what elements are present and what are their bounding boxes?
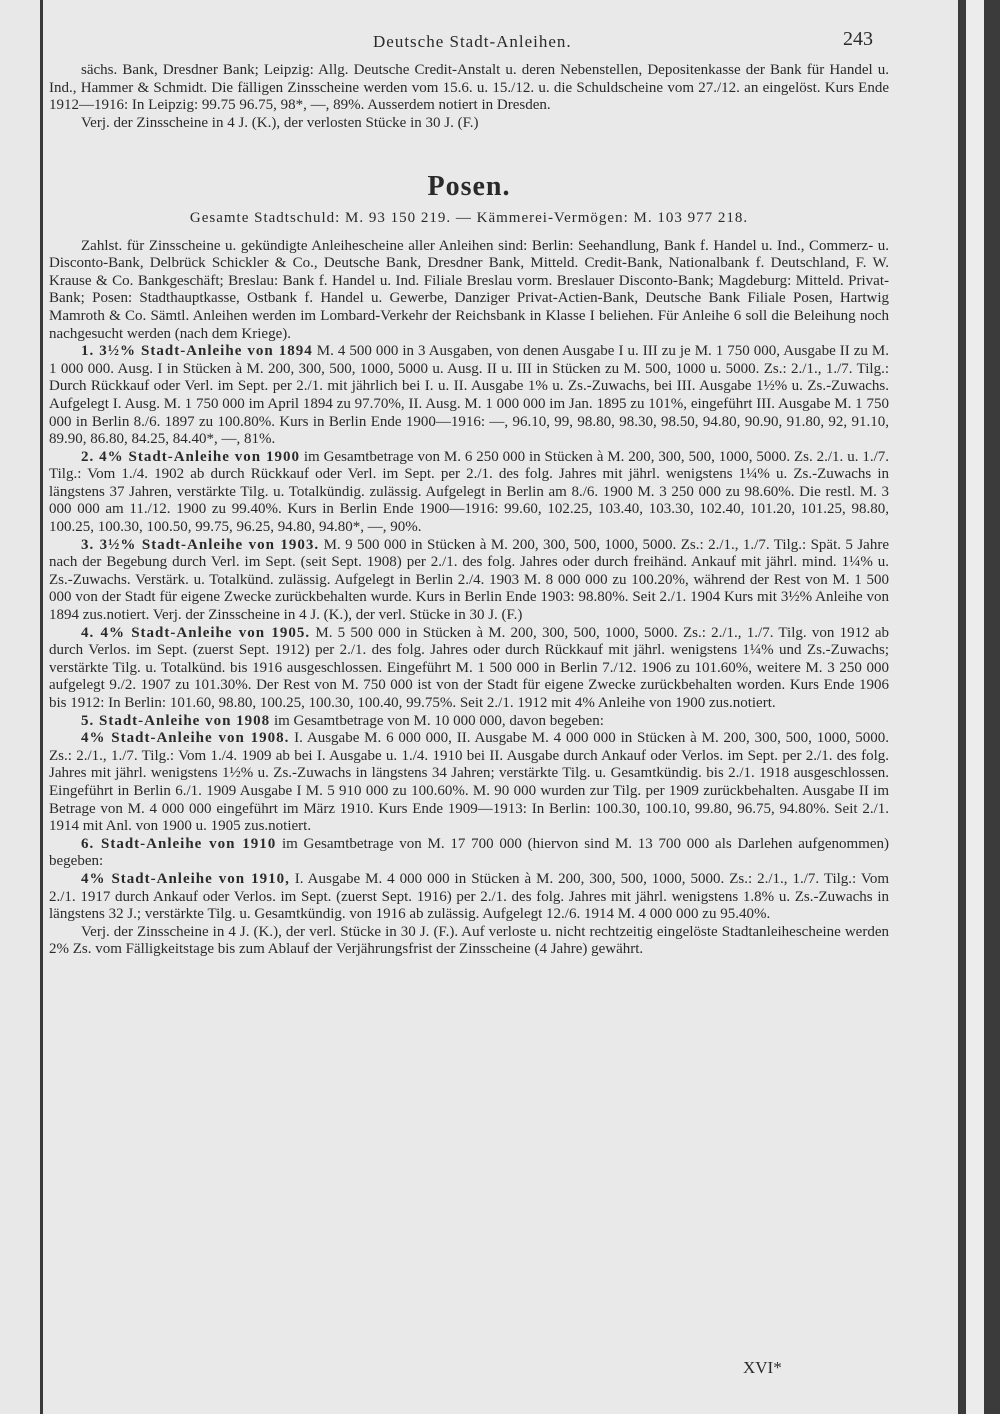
loan-text: M. 9 500 000 in Stücken à M. 200, 300, 500, 1000, 5000. Zs.: 2./1., 1./7. Tilg.: Spät. 5 Jahre nach der Begebung durch Verl. im Sept. (seit Sept. 1908) per 2./1. des folg. Jahres oder durch freihänd. Ankauf mit jährl. mind. 1¼% u. Zs.-Zuwachs. Verstärk. u. Totalkünd. zulässig. Aufgelegt in Berlin 2./4. 1903 M. 8 000 000 zu 100.20%, während der Rest von M. 1 500 000 von der Stadt für eigene Zwecke zurückbehalten wurde. Kurs in Berlin Ende 1903: 98.80%. Seit 2./1. 1904 Kurs mit 3½% Anleihe von 1894 zus.notiert. Verj. der Zinsscheine in 4 J. (K.), der verl. Stücke in 30 J. (F.) [49, 536, 889, 624]
loan-entry [49, 871, 889, 924]
loan-text: im Gesamtbetrage von M. 17 700 000 (hiervon sind M. 13 700 000 als Darlehen aufgenommen) begeben: [49, 835, 889, 870]
loan-heading: 2. 4% Stadt-Anleihe von 1900 [81, 448, 300, 465]
loan-heading: 4. 4% Stadt-Anleihe von 1905. [81, 624, 311, 641]
signature-mark: XVI* [743, 1358, 782, 1377]
loan-entry [49, 625, 889, 713]
page-number: 243 [843, 28, 873, 50]
loan-entry [49, 713, 889, 731]
loan-text: I. Ausgabe M. 6 000 000, II. Ausgabe M. 4 000 000 in Stücken à M. 200, 300, 500, 1000, 5000. Zs.: 2./1., 1./7. Tilg.: Vom 1./4. 1909 ab bei I. Ausgabe u. 1./4. 1910 bei II. Ausgabe durch Ankauf oder Verlos. im Sept. per 2./1. des folg. Jahres mit jährl. wenigstens 1½% u. Zs.-Zuwachs in längstens 34 Jahren; verstärkte Tilg. u. Gesamtkündig. bis 2./1. 1918 ausgeschlossen. Eingeführt in Berlin 6./1. 1909 Ausgabe I M. 5 910 000 zu 100.60%. M. 90 000 wurden zur Tilg. per 1909 zurückbehalten. Ausgabe II im Betrage von M. 4 000 000 eingeführt im März 1910. Kurs Ende 1909—1913: In Berlin: 100.30, 100.10, 99.80, 96.75, 94.80%. Seit 2./1. 1914 mit Anl. von 1900 u. 1905 zus.notiert. [49, 730, 889, 835]
city-title: Posen. [427, 171, 511, 203]
loan-heading: 5. Stadt-Anleihe von 1908 [81, 712, 271, 729]
loan-text: im Gesamtbetrage von M. 10 000 000, davon begeben: [270, 712, 604, 729]
loan-entry [49, 836, 889, 871]
right-book-edge [958, 0, 1000, 1414]
closing-paragraph: Verj. der Zinsscheine in 4 J. (K.), der verl. Stücke in 30 J. (F.). Auf verloste u. nicht rechtzeitig eingelöste Stadtanleihescheine werden 2% Zs. vom Fälligkeitstage bis zum Ablauf der Verjährungsfrist der Zinsscheine (4 Jahre) gewährt. [49, 923, 889, 958]
paying-agents: Zahlst. für Zinsscheine u. gekündigte Anleihescheine aller Anleihen sind: Berlin: Seehandlung, Bank f. Handel u. Ind., Commerz- u. Disconto-Bank, Delbrück Schickler & Co., Deutsche Bank, Dresdner Bank, Mitteld. Credit-Bank, Nationalbank f. Deutschland, F. W. Krause & Co. Bankgeschäft; Breslau: Bank f. Handel u. Ind. Filiale Breslau vorm. Breslauer Disconto-Bank; Magdeburg: Mitteld. Privat-Bank; Posen: Stadthauptkasse, Ostbank f. Handel u. Gewerbe, Danziger Privat-Actien-Bank, Deutsche Bank Filiale Posen, Hartwig Mamroth & Co. Sämtl. Anleihen werden im Lombard-Verkehr der Reichsbank in Klasse I beliehen. Für Anleihe 6 soll die Beleihung noch nachgesucht werden (nach dem Kriege). [49, 237, 889, 342]
loan-heading: 1. 3½% Stadt-Anleihe von 1894 [81, 343, 313, 360]
running-head: Deutsche Stadt-Anleihen. [373, 32, 572, 51]
loan-heading: 4% Stadt-Anleihe von 1910, [81, 870, 290, 887]
loan-entry [49, 537, 889, 625]
loan-heading: 4% Stadt-Anleihe von 1908. [81, 730, 290, 747]
left-page-margin [0, 0, 43, 1414]
loan-text: M. 4 500 000 in 3 Ausgaben, von denen Ausgabe I u. III zu je M. 1 750 000, Ausgabe II zu M. 1 000 000. Ausg. I in Stücken à M. 200, 300, 500, 1000, 5000 u. Ausg. II u. III in Stücken zu M. 500, 1000 u. 5000. Zs.: 2./1., 1./7. Tilg.: Durch Rückkauf oder Verl. im Sept. per 2./1. mit jährlich bei I. u. II. Ausgabe 1% u. Zs.-Zuwachs, bei III. Ausgabe 1½% u. Zs.-Zuwachs. Aufgelegt I. Ausg. M. 1 750 000 im April 1894 zu 97.70%, II. Ausg. M. 1 000 000 im Jan. 1895 zu 101%, eingeführt III. Ausgabe M. 1 750 000 in Berlin 8./6. 1897 zu 100.80%. Kurs in Berlin Ende 1900—1916: —, 96.10, 99, 98.80, 98.30, 98.50, 94.80, 90.90, 91.80, 92, 91.10, 89.90, 86.80, 84.25, 84.40*, —, 81%. [49, 343, 889, 448]
document-page [43, 0, 958, 1414]
loan-entry [49, 343, 889, 449]
loan-heading: 6. Stadt-Anleihe von 1910 [81, 835, 277, 852]
loan-entry [49, 449, 889, 537]
prev-section-verj: Verj. der Zinsscheine in 4 J. (K.), der verlosten Stücke in 30 J. (F.) [81, 114, 479, 131]
prev-section-text: sächs. Bank, Dresdner Bank; Leipzig: Allg. Deutsche Credit-Anstalt u. deren Nebenstellen, Depositenkasse der Bank für Handel u. Ind., Hammer & Schmidt. Die fälligen Zinsscheine werden vom 15.6. u. 15./12. u. die Schuldscheine vom 27./12. an eingelöst. Kurs Ende 1912—1916: In Leipzig: 99.75 96.75, 98*, —, 89%. Ausserdem notiert in Dresden. [49, 62, 889, 114]
loan-text: I. Ausgabe M. 4 000 000 in Stücken à M. 200, 300, 500, 1000, 5000. Zs.: 2./1., 1./7. Tilg.: Vom 2./1. 1917 durch Ankauf oder Verlos. im Sept. (zuerst Sept. 1916) per 2./1. des folg. Jahres mit jährl. wenigstens 1.8% u. Zs.-Zuwachs in längstens 32 J.; verstärkte Tilg. u. Gesamtkündig. von 1916 ab zulässig. Aufgelegt 12./6. 1914 M. 4 000 000 zu 95.40%. [49, 870, 889, 923]
loan-heading: 3. 3½% Stadt-Anleihe von 1903. [81, 536, 320, 553]
debt-line: Gesamte Stadtschuld: M. 93 150 219. — Kämmerei-Vermögen: M. 103 977 218. [189, 209, 749, 226]
loan-text: im Gesamtbetrage von M. 6 250 000 in Stücken à M. 200, 300, 500, 1000, 5000. Zs. 2./1. u. 1./7. Tilg.: Vom 1./4. 1902 ab durch Rückkauf oder Verl. im Sept. per 2./1. des folg. Jahres mit jährl. wenigstens 1¼% u. Zs.-Zuwachs in längstens 37 Jahren, verstärkte Tilg. u. Totalkündig. zulässig. Aufgelegt in Berlin am 8./6. 1900 M. 3 250 000 zu 98.60%. Die restl. M. 3 000 000 am 11./12. 1900 zu 99.40%. Kurs in Berlin Ende 1900—1916: 99.60, 102.25, 103.40, 103.30, 102.40, 101.20, 101.25, 98.80, 100.25, 100.30, 100.50, 99.75, 96.25, 94.80, 94.80*, —, 90%. [49, 448, 890, 536]
loan-entry [49, 730, 889, 836]
loan-text: M. 5 500 000 in Stücken à M. 200, 300, 500, 1000, 5000. Zs.: 2./1., 1./7. Tilg. von 1912 ab durch Verlos. im Sept. (zuerst Sept. 1912) per 2./1. des folg. Jahres oder durch Rückkauf mit jährl. wenigstens 1¼% und Zs.-Zuwachs; verstärkte Tilg. u. Totalkünd. bis 1916 ausgeschlossen. Eingeführt M. 1 500 000 in Berlin 7./12. 1906 zu 101.60%, weitere M. 3 250 000 aufgelegt 9./2. 1907 zu 101.30%. Der Rest von M. 750 000 ist von der Stadt für eigene Zwecke zurückbehalten worden. Kurs Ende 1906 bis 1912: In Berlin: 101.60, 98.80, 100.25, 100.30, 100.40, 99.75%. Seit 2./1. 1912 mit 4% Anleihe von 1900 zus.notiert. [49, 624, 889, 711]
text-block [49, 62, 889, 959]
